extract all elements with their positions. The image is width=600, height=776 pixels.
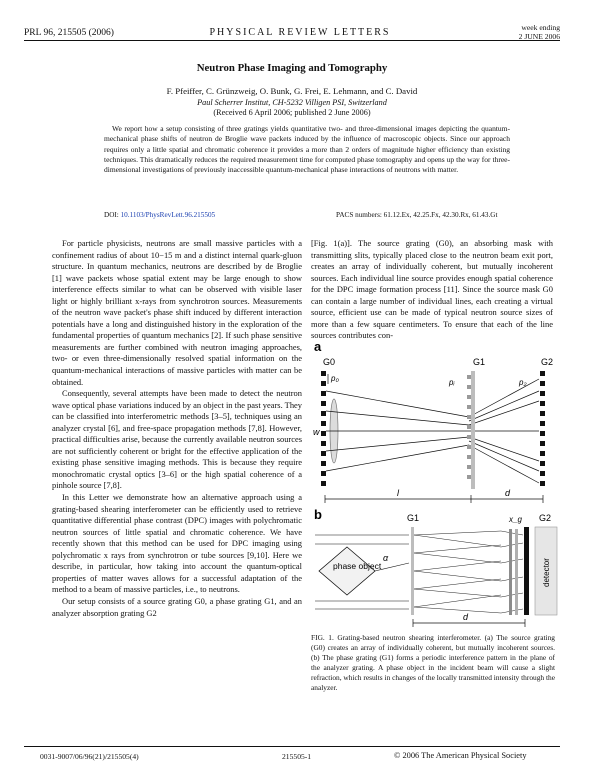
p0-label: p₀ <box>331 374 339 383</box>
journal-reference: PRL 96, 215505 (2006) <box>24 28 114 38</box>
doi-label: DOI: <box>104 211 119 219</box>
issue-date <box>519 23 560 41</box>
doi-line <box>104 211 215 219</box>
source-grating-g0 <box>321 371 326 486</box>
p2-label: p₂ <box>519 378 527 387</box>
w-label: w <box>313 427 320 437</box>
received-date: (Received 6 April 2006; published 2 June 2006) <box>213 108 371 117</box>
d-label-b: d <box>463 612 469 622</box>
interferometer-diagram <box>311 339 563 631</box>
l-label: l <box>397 488 399 498</box>
g2-label-b: G2 <box>539 513 552 523</box>
abstract: We report how a setup consisting of three gratings yields quantitative two- and three-dimensional images depicting the quantum-mechanical phase shifts of neutron de Broglie wave packets induced by the influence of macroscopic objects. Since our approach requires only a little spatial and chromatic coherence it provides a more than 2 orders of magnitude higher efficiency than existing techniques. This dramatically reduces the required measurement time for computed phase tomography and opens up the way for three-dimensional investigations of previously inaccessible quantum-mechanical phase interactions of neutrons with matter. <box>104 124 510 175</box>
week-label: week ending <box>521 23 560 32</box>
right-column <box>311 238 553 342</box>
journal-name: PHYSICAL REVIEW LETTERS <box>209 27 391 38</box>
panel-a-label: a <box>314 339 322 354</box>
header-rule <box>24 40 560 41</box>
body-paragraph: Consequently, several attempts have been made to detect the neutron wave optical phase variations induced by an object in the past years. They can be classified into interferometric methods [3–5], techniques using an analyzer crystal [6], and free-space propagation methods [7,8]. However, practical difficulties arise, because the currently available neutron sources are not sufficiently coherent or bright for the effective application of the existing phase sensitive imaging methods. This is because they require monochromatic crystal optics [3–6] or the high spatial coherence of a pinhole source [7,8]. <box>52 388 302 491</box>
beam-rays <box>326 379 539 483</box>
g1-label-b: G1 <box>407 513 420 523</box>
body-paragraph: For particle physicists, neutrons are small massive particles with a confinement radius of about 10−15 m and a distinct internal quark-gluon structure. In quantum mechanics, neutrons are described by de Broglie [1] wave packets whose spatial extent may be large enough to show interference effects similar to what can be observed with visible laser light or highly brilliant x-rays from synchrotron sources. Measurements of the neutron wave packet's phase shift induced by different interaction potentials have a long and distinguished history in the exploration of the fundamental properties of quantum mechanics [2]. If such phase sensitive measurements are further combined with neutron imaging approaches, two- or even three-dimensionally resolved spatial information on the quantum-mechanical interactions of massive particles with matter can be obtained. <box>52 238 302 387</box>
phase-object-shape <box>319 547 375 595</box>
date: 2 JUNE 2006 <box>518 32 560 41</box>
phase-grating-g1-b <box>411 527 414 615</box>
g2-label-a: G2 <box>541 357 554 367</box>
author-list: F. Pfeiffer, C. Grünzweig, O. Bunk, G. Frei, E. Lehmann, and C. David <box>166 86 418 96</box>
body-paragraph: In this Letter we demonstrate how an alternative approach using a grating-based shearing interferometer can be efficiently used to retrieve quantitative differential phase contrast (DPC) images with polychromatic neutron sources of little spatial and chromatic coherence. We have recently shown that this method can be used for DPC imaging using polychromatic x rays from synchrotron or tube sources [9,10]. Here we describe, in particular, how taking into account the quantum-optical properties of matter waves allows for a successful adaptation of the method to a beam of massive particles, i.e., to neutrons. <box>52 492 302 595</box>
affiliation: Paul Scherrer Institut, CH-5232 Villigen PSI, Switzerland <box>197 98 387 107</box>
analyzer-grating-g2-b <box>524 527 529 615</box>
phase-object-label: phase object <box>333 561 382 571</box>
interference-pattern <box>414 531 523 613</box>
pacs-numbers: PACS numbers: 61.12.Ex, 42.25.Fx, 42.30.Rx, 61.43.Gt <box>336 211 498 219</box>
g0-label: G0 <box>323 357 336 367</box>
article-title: Neutron Phase Imaging and Tomography <box>196 62 388 74</box>
distance-arrow-b <box>413 619 525 627</box>
detector-label: detector <box>542 558 551 587</box>
panel-b-label: b <box>314 507 322 522</box>
left-column <box>52 238 302 619</box>
xg-label: x_g <box>509 515 522 524</box>
body-paragraph: Our setup consists of a source grating G0, a phase grating G1, and an analyzer absorption grating G2 <box>52 595 302 618</box>
doi-link[interactable]: 10.1103/PhysRevLett.96.215505 <box>120 211 216 219</box>
distance-arrows-a <box>325 495 543 503</box>
footer-rule <box>24 746 560 747</box>
page-number: 215505-1 <box>282 752 312 761</box>
analyzer-grating-g2 <box>540 371 545 486</box>
phase-grating-g1 <box>467 371 475 489</box>
figure-caption: FIG. 1. Grating-based neutron shearing interferometer. (a) The source grating (G0) creates an array of individually coherent, but mutually incoherent sources. (b) The phase grating (G1) forms a periodic interference pattern in the plane of the analyzer grating. A phase object in the incident beam will cause a slight refraction, which results in changes of the locally transmitted intensity through the analyzer. <box>311 633 555 692</box>
interference-fringes <box>509 529 518 615</box>
d-label-a: d <box>505 488 511 498</box>
copyright: © 2006 The American Physical Society <box>394 751 527 760</box>
alpha-label: α <box>383 553 389 563</box>
p1-label: pᵢ <box>449 378 455 387</box>
g1-label-a: G1 <box>473 357 486 367</box>
body-paragraph: [Fig. 1(a)]. The source grating (G0), an absorbing mask with transmitting slits, typically placed close to the neutron beam exit port, creates an array of individually coherent, but mutually incoherent sources. Each individual line source provides enough spatial coherence for the DPC image formation process [11]. Since the source mask G0 can contain a large number of individual lines, each creating a virtual source, efficient use can be made of typical neutron source sizes of more than a few square centimeters. To ensure that each of the line sources contributes con- <box>311 238 553 341</box>
figure-1 <box>311 339 563 631</box>
article-code: 0031-9007/06/96(21)/215505(4) <box>40 752 139 761</box>
